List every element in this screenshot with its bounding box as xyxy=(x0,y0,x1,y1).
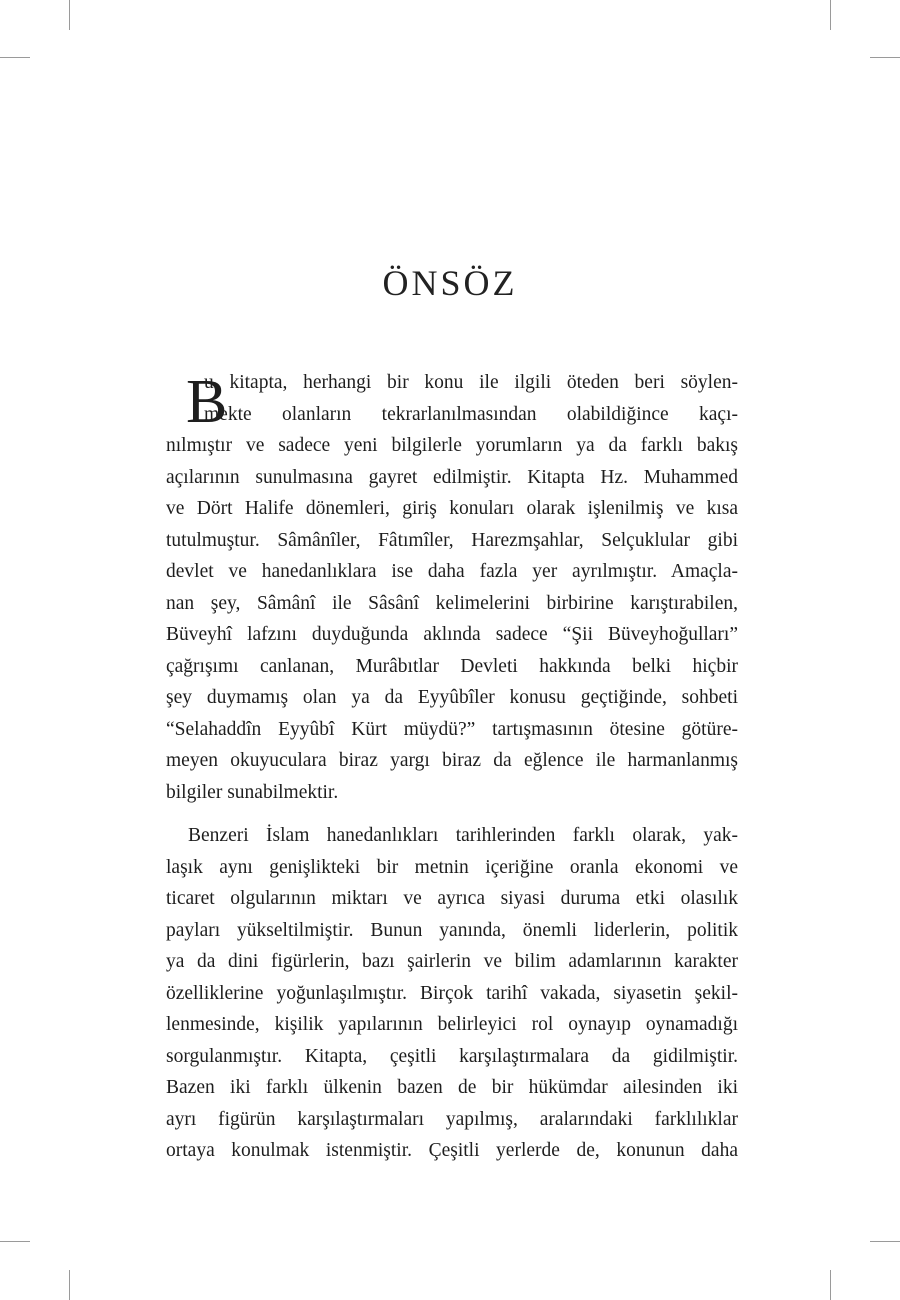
text-line: lenmesinde, kişilik yapılarının belirleyici rol oynayıp oynamadığı xyxy=(166,1014,738,1035)
text-line: u kitapta, herhangi bir konu ile ilgili öteden beri söylen- xyxy=(204,372,738,393)
text-line: Bazen iki farklı ülkenin bazen de bir hükümdar ailesinden iki xyxy=(166,1077,738,1098)
text-line: payları yükseltilmiştir. Bunun yanında, önemli liderlerin, politik xyxy=(166,919,738,941)
text-line: özelliklerine yoğunlaşılmıştır. Birçok tarihî vakada, siyasetin şekil- xyxy=(166,982,738,1004)
text-line: tutulmuştur. Sâmânîler, Fâtımîler, Harezmşahlar, Selçuklular gibi xyxy=(166,529,738,551)
text-line: nan şey, Sâmânî ile Sâsânî kelimelerini birbirine karıştırabilen, xyxy=(166,592,738,614)
paragraph-gap xyxy=(166,808,738,820)
text-line: laşık aynı genişlikteki bir metnin içeriğine oranla ekonomi ve xyxy=(166,856,738,878)
paragraph-1 xyxy=(166,367,738,808)
page-title: ÖNSÖZ xyxy=(382,263,518,303)
crop-mark-bottom-right xyxy=(830,1270,831,1300)
crop-mark-left-bottom xyxy=(0,1241,30,1242)
text-line: devlet ve hanedanlıklara ise daha fazla yer ayrılmıştır. Amaçla- xyxy=(166,561,738,582)
text-line: bilgiler sunabilmektir. xyxy=(166,781,339,803)
text-line: Benzeri İslam hanedanlıkları tarihlerinden farklı olarak, yak- xyxy=(188,825,738,846)
text-line: nılmıştır ve sadece yeni bilgilerle yorumların ya da farklı bakış xyxy=(166,435,738,456)
text-line: sorgulanmıştır. Kitapta, çeşitli karşılaştırmalara da gidilmiştir. xyxy=(166,1045,738,1067)
text-line: mekte olanların tekrarlanılmasından olabildiğince kaçı- xyxy=(204,403,738,425)
text-line: Büveyhî lafzını duyduğunda aklında sadece “Şii Büveyhoğulları” xyxy=(166,624,738,645)
crop-mark-top-left xyxy=(69,0,70,30)
text-line: “Selahaddîn Eyyûbî Kürt müydü?” tartışmasının ötesine götüre- xyxy=(166,718,738,740)
text-line: ticaret olgularının miktarı ve ayrıca siyasi duruma etki olasılık xyxy=(166,888,738,909)
crop-mark-bottom-left xyxy=(69,1270,70,1300)
crop-mark-top-right xyxy=(830,0,831,30)
drop-cap: B xyxy=(186,368,228,436)
preface-body xyxy=(166,367,738,1167)
text-line: şey duymamış olan ya da Eyyûbîler konusu geçtiğinde, sohbeti xyxy=(166,687,738,708)
text-line: çağrışımı canlanan, Murâbıtlar Devleti hakkında belki hiçbir xyxy=(166,655,738,677)
text-line: açılarının sunulmasına gayret edilmiştir. Kitapta Hz. Muhammed xyxy=(166,466,738,488)
paragraph-2 xyxy=(166,820,738,1167)
text-line: ortaya konulmak istenmiştir. Çeşitli yerlerde de, konunun daha xyxy=(166,1140,738,1161)
text-line: ve Dört Halife dönemleri, giriş konuları olarak işlenilmiş ve kısa xyxy=(166,498,738,519)
crop-mark-left-top xyxy=(0,57,30,58)
text-line: ayrı figürün karşılaştırmaları yapılmış, aralarındaki farklılıklar xyxy=(166,1108,738,1130)
crop-mark-right-bottom xyxy=(870,1241,900,1242)
text-line: meyen okuyuculara biraz yargı biraz da eğlence ile harmanlanmış xyxy=(166,750,738,771)
text-line: ya da dini figürlerin, bazı şairlerin ve bilim adamlarının karakter xyxy=(166,951,738,972)
crop-mark-right-top xyxy=(870,57,900,58)
